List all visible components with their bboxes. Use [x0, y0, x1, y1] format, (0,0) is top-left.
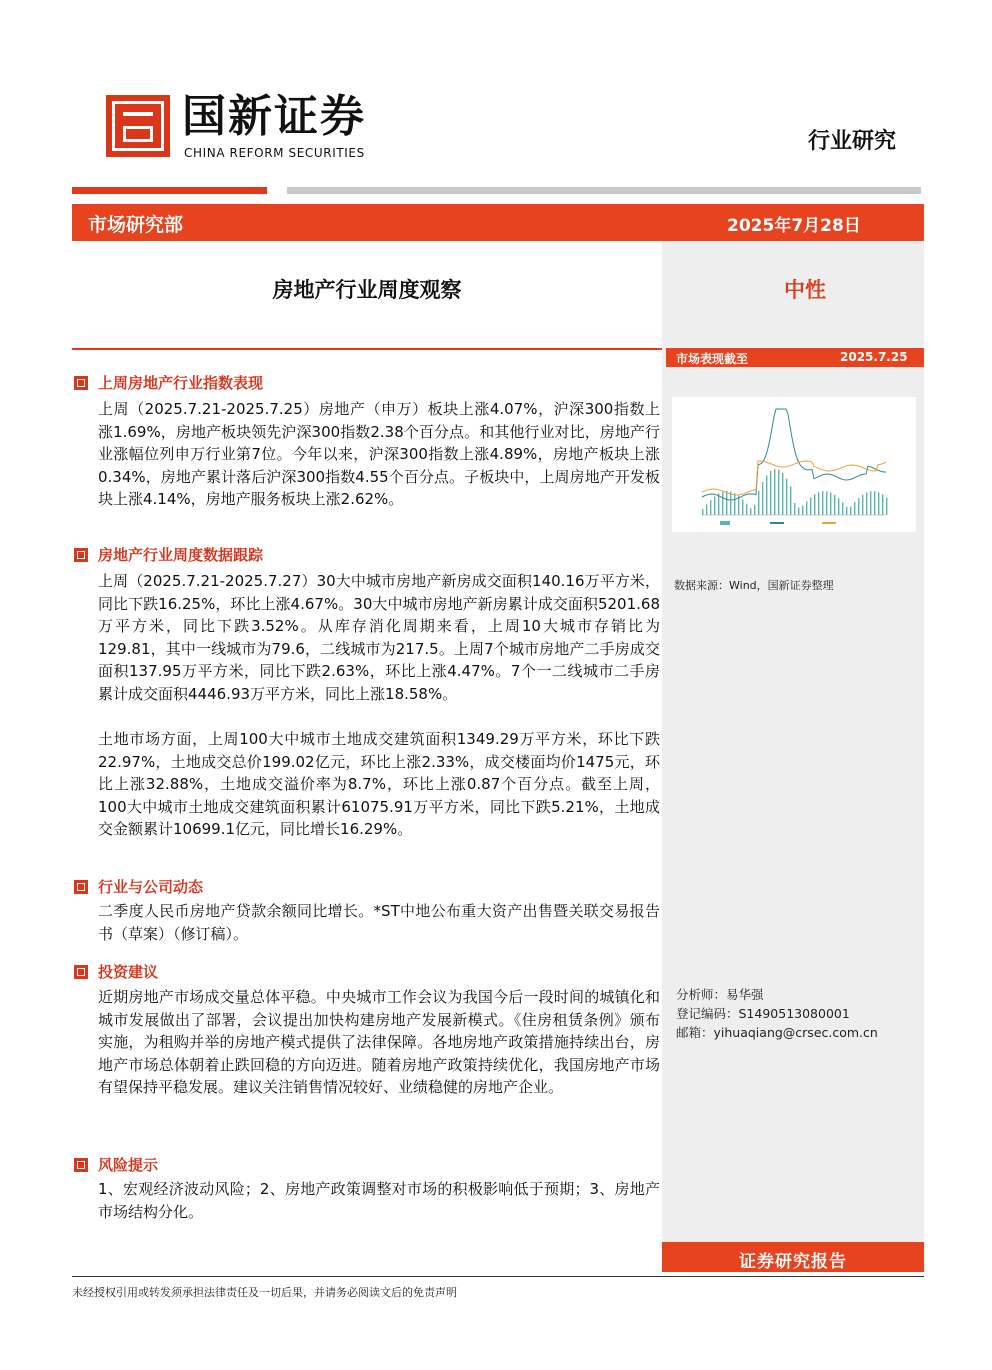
chart-bar [790, 486, 791, 515]
section-body-data-2: 土地市场方面，上周100大中城市土地成交建筑面积1349.29万平方米，环比下跌22.97%，土地成交总价199.02亿元，环比上涨2.33%，成交楼面均价1475元，环比上涨32.88%，土地成交溢价率为8.7%，环比上涨0.87个百分点。截至上周，100大中城市土地成交建筑面积累计61075.91万平方米，同比下跌5.21%，土地成交金额累计10699.1亿元，同比增长16.29%。 [98, 730, 660, 838]
chart-bar [794, 503, 795, 515]
section-icon [74, 965, 88, 979]
report-title: 房地产行业周度观察 [272, 278, 462, 302]
logo-chinese-name: 国新证券 [182, 91, 366, 142]
series-line-2 [702, 461, 886, 495]
section-icon [74, 548, 88, 562]
series-line-1 [702, 409, 886, 500]
chart-bar [822, 491, 823, 515]
legend-swatch-3 [822, 522, 836, 524]
section-body-news: 二季度人民币房地产贷款余额同比增长。*ST中地公布重大资产出售暨关联交易报告书（草案）（修订稿）。 [98, 902, 660, 943]
section-body-advice: 近期房地产市场成交量总体平稳。中央城市工作会议为我国今后一段时间的城镇化和城市发展做出了部署，会议提出加快构建房地产发展新模式。《住房租赁条例》颁布实施，为租购并举的房地产模式提供了法律保障。各地房地产政策措施持续出台，房地产市场总体朝着止跌回稳的方向迈进。随着房地产政策持续优化，我国房地产市场有望保持平稳发展。建议关注销售情况较好、业绩稳健的房地产企业。 [98, 988, 660, 1096]
chart-bar [878, 492, 879, 515]
section-heading-index: 上周房地产行业指数表现 [98, 374, 264, 392]
chart-bar [818, 492, 819, 515]
analyst-email: 邮箱：yihuaqiang@crsec.com.cn [676, 1025, 878, 1040]
section-heading-data: 房地产行业周度数据跟踪 [98, 546, 264, 564]
report-type-band [662, 1242, 924, 1272]
analyst-info [676, 985, 878, 1042]
chart-bar [710, 500, 711, 515]
sidebar [662, 241, 924, 1270]
market-performance-date: 2025.7.25 [840, 350, 908, 364]
chart-bar [866, 492, 867, 515]
chart-bar [702, 509, 703, 515]
chart-bar [798, 508, 799, 515]
chart-bar [734, 493, 735, 515]
company-logo [106, 95, 170, 157]
section-heading-advice: 投资建议 [98, 963, 159, 981]
chart-bar [810, 497, 811, 515]
chart-bar [806, 501, 807, 515]
chart-bar [850, 507, 851, 515]
chart-bar [786, 479, 787, 515]
chart-bar [842, 502, 843, 515]
section-icon [74, 376, 88, 390]
logo-english-name: CHINA REFORM SECURITIES [184, 146, 365, 160]
title-divider [72, 348, 662, 350]
chart-svg [672, 397, 916, 532]
chart-bar [754, 505, 755, 515]
chart-bar [770, 471, 771, 515]
section-body-risk: 1、宏观经济波动风险；2、房地产政策调整对市场的积极影响低于预期；3、房地产市场结构分化。 [98, 1180, 660, 1221]
market-performance-label: 市场表现截至 [676, 352, 749, 366]
analyst-registration: 登记编码：S1490513080001 [676, 1006, 850, 1021]
chart-bar [714, 496, 715, 515]
section-heading-risk: 风险提示 [98, 1156, 159, 1174]
report-type-label: 证券研究报告 [739, 1252, 847, 1272]
legend-swatch-1 [720, 521, 730, 525]
chart-bar [882, 494, 883, 515]
chart-bar [814, 494, 815, 515]
chart-bar [730, 492, 731, 515]
section-body-index: 上周（2025.7.21-2025.7.25）房地产（申万）板块上涨4.07%，沪深300指数上涨1.69%，房地产板块领先沪深300指数2.38个百分点。和其他行业对比，房地产行业涨幅位列申万行业第7位。今年以来，沪深300指数上涨4.89%，房地产板块上涨0.34%，房地产累计落后沪深300指数4.55个百分点。子板块中，上周房地产开发板块上涨4.14%，房地产服务板块上涨2.62%。 [98, 400, 660, 508]
chart-bar [838, 498, 839, 515]
chart-source: 数据来源：Wind，国新证券整理 [674, 579, 834, 592]
chart-bar [778, 470, 779, 515]
chart-bar [758, 491, 759, 515]
report-date: 2025年7月28日 [727, 216, 861, 236]
section-body-data-1: 上周（2025.7.21-2025.7.27）30大中城市房地产新房成交面积140.16万平方米，同比下跌16.25%，环比上涨4.67%。30大中城市房地产新房累计成交面积5201.68万平方米，同比下跌3.52%。从库存消化周期来看，上周10大城市存销比为129.81，其中一线城市为79.6，二线城市为217.5。上周7个城市房地产二手房成交面积137.95万平方米，同比下跌2.63%，环比上涨4.47%。7个一二线城市二手房累计成交面积4446.93万平方米，同比上涨18.58%。 [98, 572, 660, 703]
chart-bar [886, 498, 887, 515]
chart-bar [834, 495, 835, 515]
chart-bar [766, 475, 767, 515]
chart-bar [826, 491, 827, 515]
chart-bar [722, 492, 723, 515]
chart-bar [782, 473, 783, 515]
chart-bar [858, 498, 859, 515]
chart-bar [742, 499, 743, 515]
rating-badge: 中性 [784, 278, 826, 302]
chart-bar [746, 504, 747, 515]
header-divider-red [72, 187, 267, 194]
department-label: 市场研究部 [88, 214, 184, 236]
chart-bar [846, 507, 847, 515]
chart-bar [802, 506, 803, 515]
header-divider-grey [287, 187, 921, 194]
section-heading-news: 行业与公司动态 [98, 878, 204, 896]
chart-bar [738, 496, 739, 515]
footer-divider [72, 1276, 924, 1277]
legend-swatch-2 [770, 522, 784, 524]
chart-bar [870, 491, 871, 515]
chart-bar [726, 491, 727, 515]
chart-bar [862, 495, 863, 515]
chart-bar [750, 508, 751, 515]
chart-bar [854, 502, 855, 515]
disclaimer: 未经授权引用或转发须承担法律责任及一切后果，并请务必阅读文后的免责声明 [72, 1286, 457, 1299]
market-performance-chart [672, 397, 916, 532]
chart-bar [774, 469, 775, 515]
chart-bar [874, 491, 875, 515]
chart-bar [718, 494, 719, 515]
chart-bar [830, 493, 831, 515]
section-icon [74, 880, 88, 894]
chart-bar [762, 482, 763, 515]
section-icon [74, 1158, 88, 1172]
document-type: 行业研究 [808, 129, 897, 154]
chart-bars [702, 469, 887, 515]
analyst-name: 分析师：易华强 [676, 987, 764, 1002]
chart-bar [706, 504, 707, 515]
